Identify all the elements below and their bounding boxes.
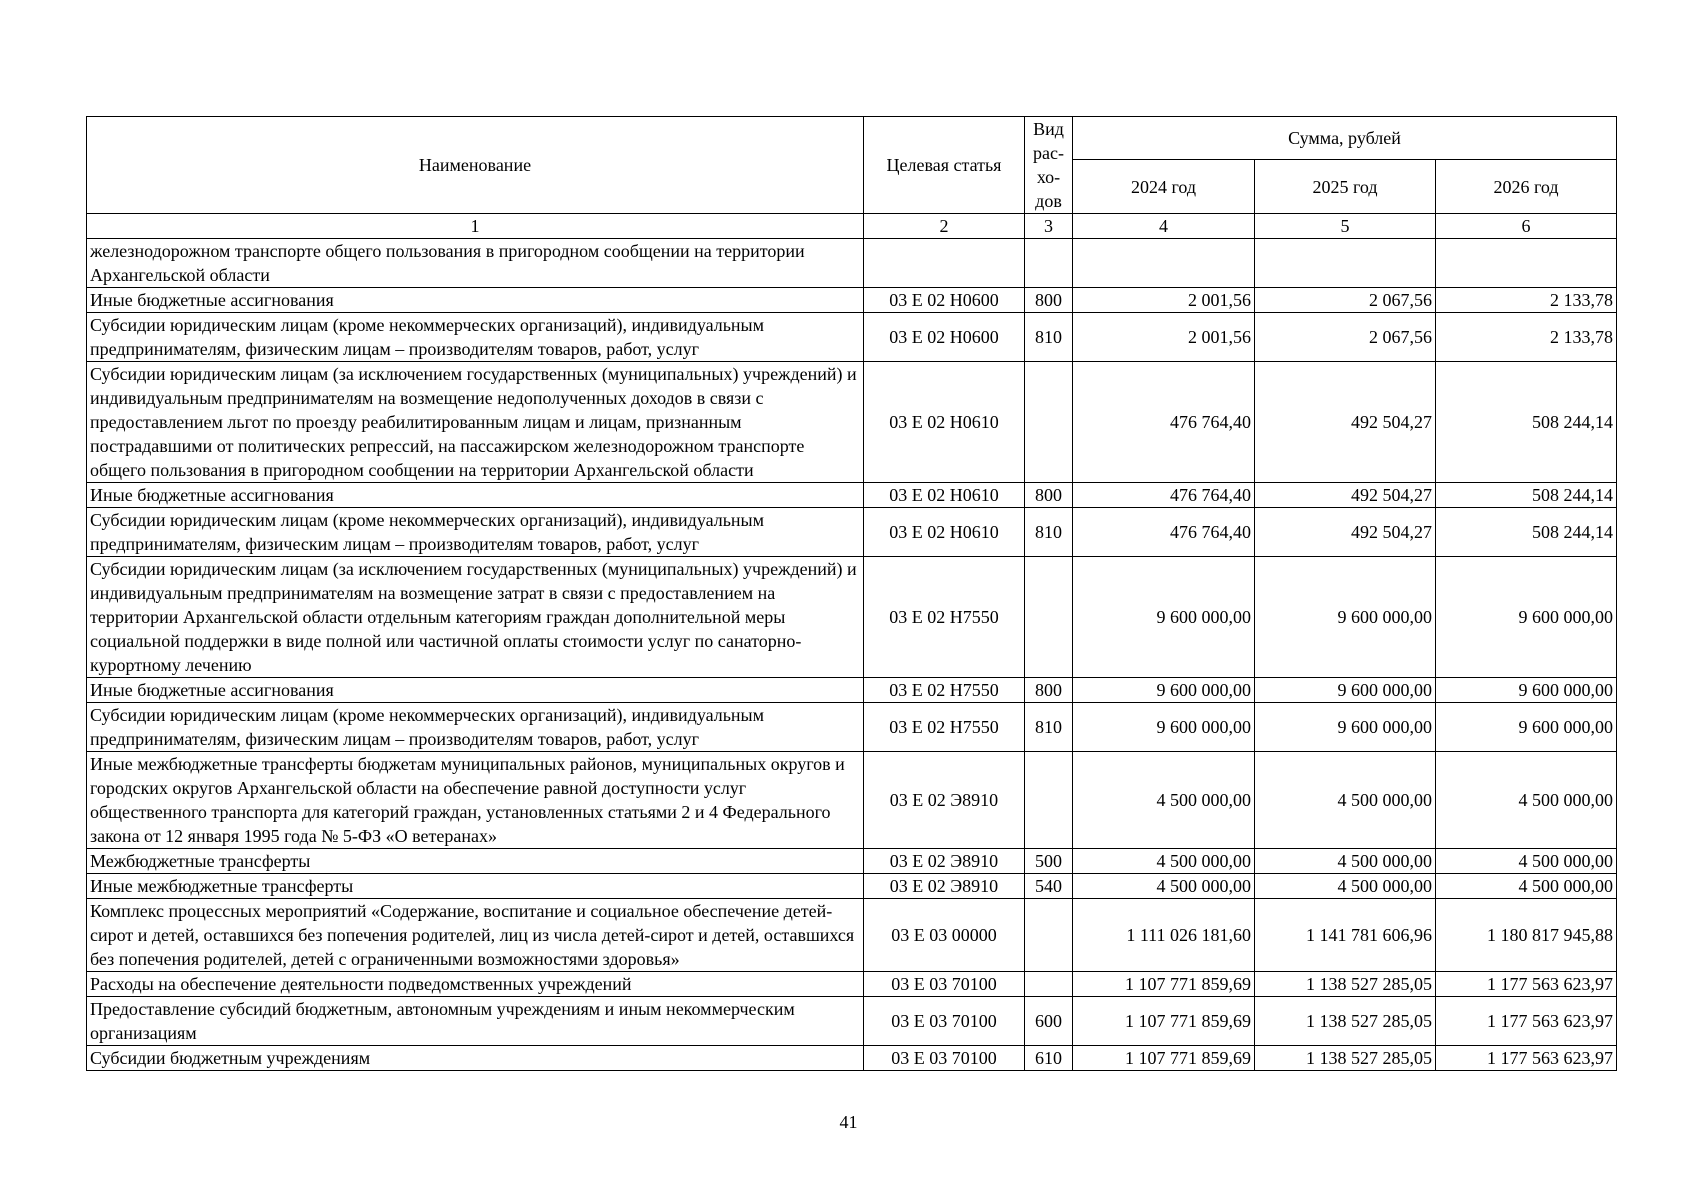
header-expense-kind: Вид рас- хо- дов xyxy=(1025,117,1073,214)
row-sum-2025: 492 504,27 xyxy=(1255,508,1436,557)
row-expense-kind: 500 xyxy=(1025,849,1073,874)
row-sum-2025: 1 138 527 285,05 xyxy=(1255,972,1436,997)
row-sum-2024 xyxy=(1073,239,1255,288)
row-expense-kind: 810 xyxy=(1025,508,1073,557)
table-header xyxy=(87,117,1617,239)
column-number: 1 xyxy=(87,214,864,239)
row-sum-2024: 9 600 000,00 xyxy=(1073,678,1255,703)
page-number: 41 xyxy=(839,1112,858,1132)
table-row xyxy=(87,972,1617,997)
row-expense-kind: 600 xyxy=(1025,997,1073,1046)
row-sum-2026: 4 500 000,00 xyxy=(1436,752,1617,849)
row-target-article: 03 Е 02 Н0600 xyxy=(864,313,1025,362)
row-expense-kind xyxy=(1025,239,1073,288)
row-sum-2025: 9 600 000,00 xyxy=(1255,678,1436,703)
table-row xyxy=(87,1046,1617,1071)
row-sum-2024: 476 764,40 xyxy=(1073,508,1255,557)
table-row xyxy=(87,678,1617,703)
row-target-article: 03 Е 03 00000 xyxy=(864,899,1025,972)
row-sum-2024: 1 107 771 859,69 xyxy=(1073,1046,1255,1071)
row-name: Субсидии юридическим лицам (за исключением государственных (муниципальных) учреждений) и индивидуальным предпринимателям на возмещение недополученных доходов в связи с предоставлением льгот по проезду реабилитированным лицам и лицам, признанным пострадавшими от политических репрессий, на пассажирском железнодорожном транспорте общего пользования в пригородном сообщении на территории Архангельской области xyxy=(87,362,864,483)
table-row xyxy=(87,557,1617,678)
row-sum-2026: 508 244,14 xyxy=(1436,362,1617,483)
row-sum-2025: 4 500 000,00 xyxy=(1255,752,1436,849)
table-row xyxy=(87,899,1617,972)
column-number: 5 xyxy=(1255,214,1436,239)
row-sum-2026: 1 177 563 623,97 xyxy=(1436,1046,1617,1071)
row-sum-2026: 9 600 000,00 xyxy=(1436,557,1617,678)
table-row xyxy=(87,752,1617,849)
row-sum-2025: 492 504,27 xyxy=(1255,362,1436,483)
row-sum-2025: 1 141 781 606,96 xyxy=(1255,899,1436,972)
row-expense-kind: 800 xyxy=(1025,288,1073,313)
row-name: Иные межбюджетные трансферты бюджетам муниципальных районов, муниципальных округов и городских округов Архангельской области на обеспечение равной доступности услуг общественного транспорта для категорий граждан, установленных статьями 2 и 4 Федерального закона от 12 января 1995 года № 5-ФЗ «О ветеранах» xyxy=(87,752,864,849)
row-expense-kind: 800 xyxy=(1025,483,1073,508)
column-number: 3 xyxy=(1025,214,1073,239)
row-target-article: 03 Е 02 Н0610 xyxy=(864,508,1025,557)
header-sum: Сумма, рублей xyxy=(1073,117,1617,160)
row-sum-2026: 2 133,78 xyxy=(1436,288,1617,313)
row-target-article: 03 Е 02 Н0610 xyxy=(864,362,1025,483)
table-row xyxy=(87,508,1617,557)
row-sum-2025: 4 500 000,00 xyxy=(1255,874,1436,899)
row-name: Субсидии юридическим лицам (за исключением государственных (муниципальных) учреждений) и индивидуальным предпринимателям на возмещение затрат в связи с предоставлением на территории Архангельской области отдельным категориям граждан дополнительной меры социальной поддержки в виде полной или частичной оплаты стоимости услуг по санаторно-курортному лечению xyxy=(87,557,864,678)
row-sum-2026: 9 600 000,00 xyxy=(1436,703,1617,752)
row-sum-2024: 476 764,40 xyxy=(1073,362,1255,483)
row-sum-2025: 1 138 527 285,05 xyxy=(1255,1046,1436,1071)
row-sum-2025: 9 600 000,00 xyxy=(1255,703,1436,752)
row-target-article: 03 Е 02 Н0610 xyxy=(864,483,1025,508)
row-sum-2024: 9 600 000,00 xyxy=(1073,703,1255,752)
row-expense-kind: 810 xyxy=(1025,703,1073,752)
row-name: Иные бюджетные ассигнования xyxy=(87,288,864,313)
table-row xyxy=(87,313,1617,362)
table-body xyxy=(87,239,1617,1071)
row-target-article: 03 Е 02 Н7550 xyxy=(864,678,1025,703)
row-sum-2024: 1 111 026 181,60 xyxy=(1073,899,1255,972)
row-sum-2026: 2 133,78 xyxy=(1436,313,1617,362)
row-sum-2026: 1 177 563 623,97 xyxy=(1436,972,1617,997)
budget-table xyxy=(86,116,1617,1071)
row-name: Межбюджетные трансферты xyxy=(87,849,864,874)
row-target-article: 03 Е 02 Э8910 xyxy=(864,874,1025,899)
row-expense-kind: 540 xyxy=(1025,874,1073,899)
table-row xyxy=(87,874,1617,899)
row-sum-2024: 1 107 771 859,69 xyxy=(1073,972,1255,997)
column-number: 2 xyxy=(864,214,1025,239)
row-sum-2024: 4 500 000,00 xyxy=(1073,752,1255,849)
row-name: Субсидии юридическим лицам (кроме некоммерческих организаций), индивидуальным предпринимателям, физическим лицам – производителям товаров, работ, услуг xyxy=(87,508,864,557)
row-sum-2026: 9 600 000,00 xyxy=(1436,678,1617,703)
table-row xyxy=(87,849,1617,874)
row-sum-2024: 2 001,56 xyxy=(1073,313,1255,362)
row-expense-kind xyxy=(1025,557,1073,678)
row-target-article: 03 Е 02 Э8910 xyxy=(864,752,1025,849)
row-sum-2026: 508 244,14 xyxy=(1436,483,1617,508)
row-sum-2024: 4 500 000,00 xyxy=(1073,874,1255,899)
header-target-article: Целевая статья xyxy=(864,117,1025,214)
column-number: 6 xyxy=(1436,214,1617,239)
row-target-article: 03 Е 03 70100 xyxy=(864,997,1025,1046)
table-row xyxy=(87,703,1617,752)
row-sum-2026: 4 500 000,00 xyxy=(1436,849,1617,874)
header-year-2026: 2026 год xyxy=(1436,160,1617,214)
row-expense-kind: 810 xyxy=(1025,313,1073,362)
row-sum-2026: 4 500 000,00 xyxy=(1436,874,1617,899)
row-sum-2025: 1 138 527 285,05 xyxy=(1255,997,1436,1046)
row-name: Предоставление субсидий бюджетным, автономным учреждениям и иным некоммерческим организациям xyxy=(87,997,864,1046)
row-expense-kind xyxy=(1025,899,1073,972)
header-year-2025: 2025 год xyxy=(1255,160,1436,214)
row-target-article: 03 Е 02 Н0600 xyxy=(864,288,1025,313)
row-sum-2025: 2 067,56 xyxy=(1255,288,1436,313)
row-sum-2024: 476 764,40 xyxy=(1073,483,1255,508)
column-number: 4 xyxy=(1073,214,1255,239)
row-name: железнодорожном транспорте общего пользования в пригородном сообщении на территории Архангельской области xyxy=(87,239,864,288)
row-expense-kind xyxy=(1025,972,1073,997)
row-name: Расходы на обеспечение деятельности подведомственных учреждений xyxy=(87,972,864,997)
header-year-2024: 2024 год xyxy=(1073,160,1255,214)
row-sum-2026: 1 177 563 623,97 xyxy=(1436,997,1617,1046)
row-sum-2025: 9 600 000,00 xyxy=(1255,557,1436,678)
table-row xyxy=(87,288,1617,313)
row-sum-2024: 9 600 000,00 xyxy=(1073,557,1255,678)
row-sum-2026: 1 180 817 945,88 xyxy=(1436,899,1617,972)
row-sum-2026: 508 244,14 xyxy=(1436,508,1617,557)
row-name: Комплекс процессных мероприятий «Содержание, воспитание и социальное обеспечение детей-сирот и детей, оставшихся без попечения родителей, лиц из числа детей-сирот и детей, оставшихся без попечения родителей, детей с ограниченными возможностями здоровья» xyxy=(87,899,864,972)
row-sum-2025: 2 067,56 xyxy=(1255,313,1436,362)
row-expense-kind: 610 xyxy=(1025,1046,1073,1071)
row-target-article: 03 Е 02 Н7550 xyxy=(864,703,1025,752)
row-target-article: 03 Е 02 Э8910 xyxy=(864,849,1025,874)
row-name: Иные бюджетные ассигнования xyxy=(87,483,864,508)
row-sum-2024: 1 107 771 859,69 xyxy=(1073,997,1255,1046)
table-row xyxy=(87,362,1617,483)
row-sum-2024: 2 001,56 xyxy=(1073,288,1255,313)
row-expense-kind xyxy=(1025,362,1073,483)
row-target-article: 03 Е 03 70100 xyxy=(864,972,1025,997)
row-name: Иные бюджетные ассигнования xyxy=(87,678,864,703)
row-sum-2024: 4 500 000,00 xyxy=(1073,849,1255,874)
row-target-article: 03 Е 02 Н7550 xyxy=(864,557,1025,678)
row-name: Субсидии юридическим лицам (кроме некоммерческих организаций), индивидуальным предпринимателям, физическим лицам – производителям товаров, работ, услуг xyxy=(87,703,864,752)
table-row xyxy=(87,997,1617,1046)
header-name: Наименование xyxy=(87,117,864,214)
table-row xyxy=(87,239,1617,288)
row-sum-2025: 4 500 000,00 xyxy=(1255,849,1436,874)
row-name: Иные межбюджетные трансферты xyxy=(87,874,864,899)
row-name: Субсидии юридическим лицам (кроме некоммерческих организаций), индивидуальным предпринимателям, физическим лицам – производителям товаров, работ, услуг xyxy=(87,313,864,362)
row-sum-2025 xyxy=(1255,239,1436,288)
row-expense-kind xyxy=(1025,752,1073,849)
row-sum-2026 xyxy=(1436,239,1617,288)
row-expense-kind: 800 xyxy=(1025,678,1073,703)
row-name: Субсидии бюджетным учреждениям xyxy=(87,1046,864,1071)
row-target-article xyxy=(864,239,1025,288)
row-target-article: 03 Е 03 70100 xyxy=(864,1046,1025,1071)
row-sum-2025: 492 504,27 xyxy=(1255,483,1436,508)
table-row xyxy=(87,483,1617,508)
